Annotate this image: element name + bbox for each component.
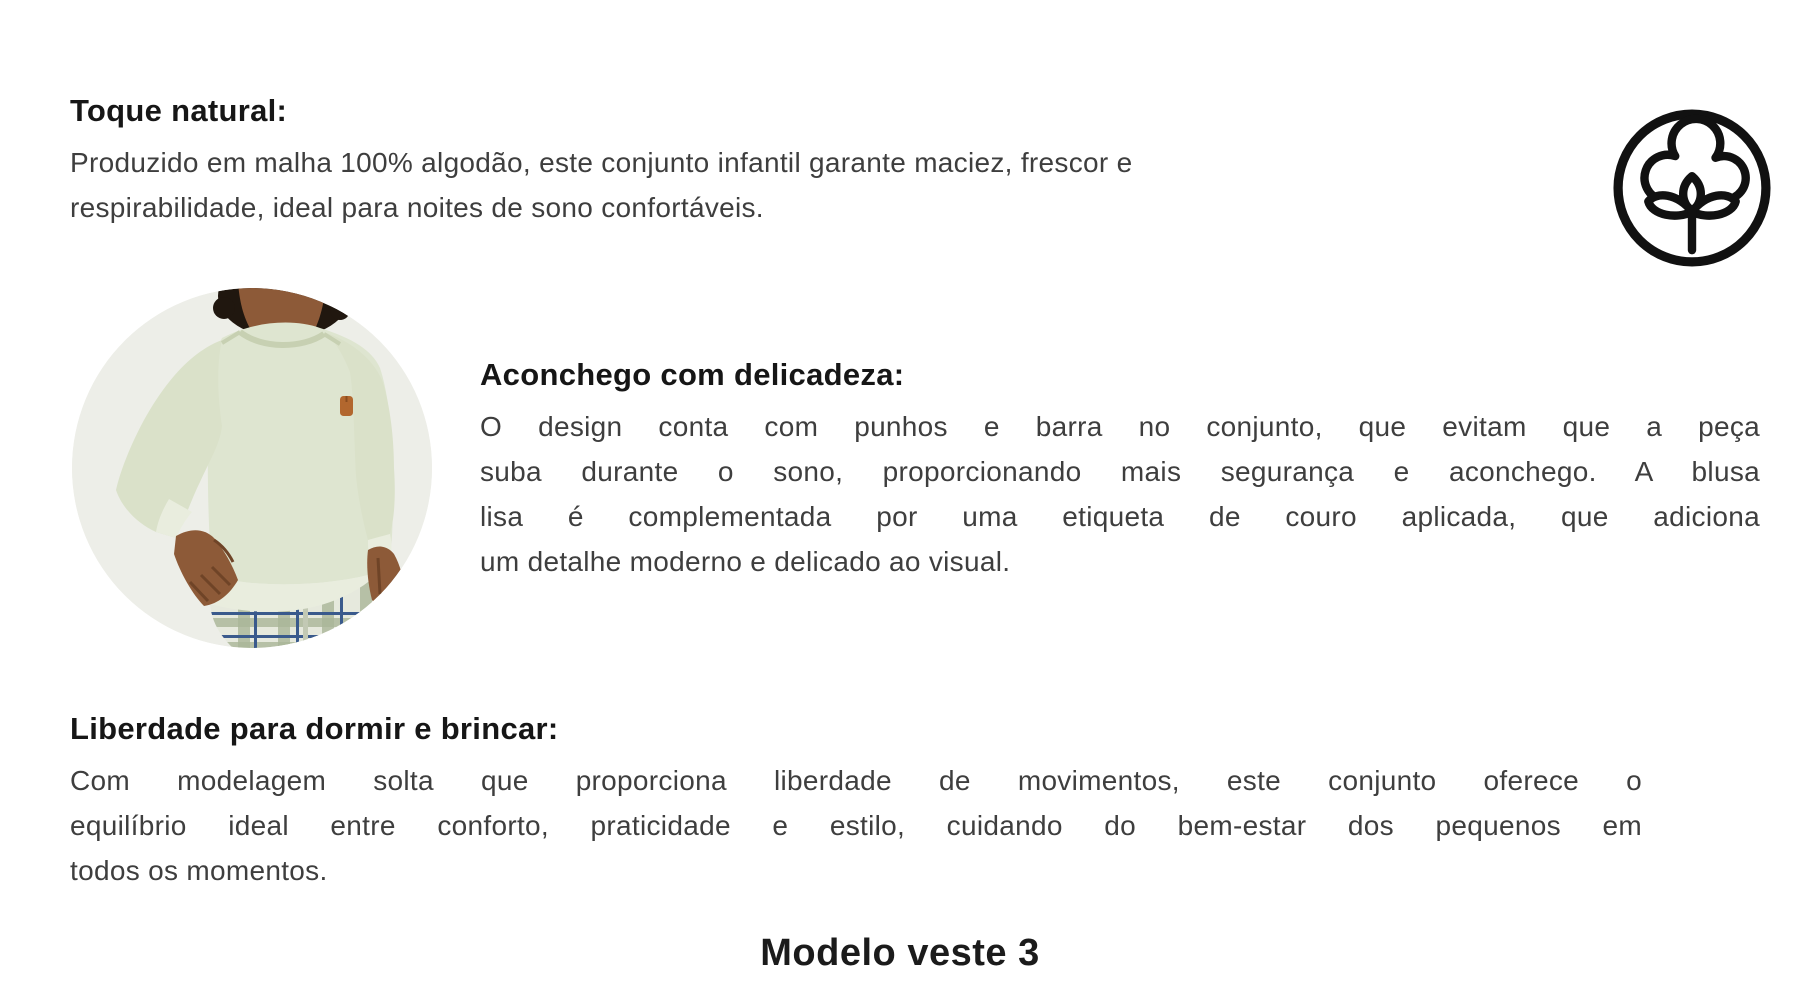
- child-photo: [72, 288, 432, 648]
- model-size-note: Modelo veste 3: [760, 932, 1040, 974]
- section-toque-natural: [70, 88, 1310, 230]
- paragraph-line: lisa é complementada por uma etiqueta de couro aplicada, que adiciona: [480, 501, 1760, 532]
- paragraph-line: respirabilidade, ideal para noites de sono confortáveis.: [70, 192, 764, 223]
- section-aconchego: [480, 352, 1760, 584]
- cotton-icon: [1608, 104, 1776, 272]
- paragraph-line: O design conta com punhos e barra no conjunto, que evitam que a peça: [480, 411, 1760, 442]
- section-paragraph: [70, 758, 1642, 893]
- child-photo-illustration: [72, 288, 432, 648]
- paragraph-line: Com modelagem solta que proporciona liberdade de movimentos, este conjunto oferece o: [70, 765, 1642, 796]
- paragraph-line: um detalhe moderno e delicado ao visual.: [480, 546, 1011, 577]
- paragraph-line: suba durante o sono, proporcionando mais segurança e aconchego. A blusa: [480, 456, 1760, 487]
- section-paragraph: [70, 140, 1310, 230]
- section-liberdade: [70, 706, 1642, 893]
- paragraph-line: todos os momentos.: [70, 855, 328, 886]
- section-heading: Liberdade para dormir e brincar:: [70, 711, 559, 746]
- paragraph-line: equilíbrio ideal entre conforto, praticidade e estilo, cuidando do bem-estar dos pequenos em: [70, 810, 1642, 841]
- paragraph-line: Produzido em malha 100% algodão, este conjunto infantil garante maciez, frescor e: [70, 147, 1133, 178]
- section-paragraph: [480, 404, 1760, 584]
- section-heading: Toque natural:: [70, 93, 288, 128]
- section-heading: Aconchego com delicadeza:: [480, 357, 905, 392]
